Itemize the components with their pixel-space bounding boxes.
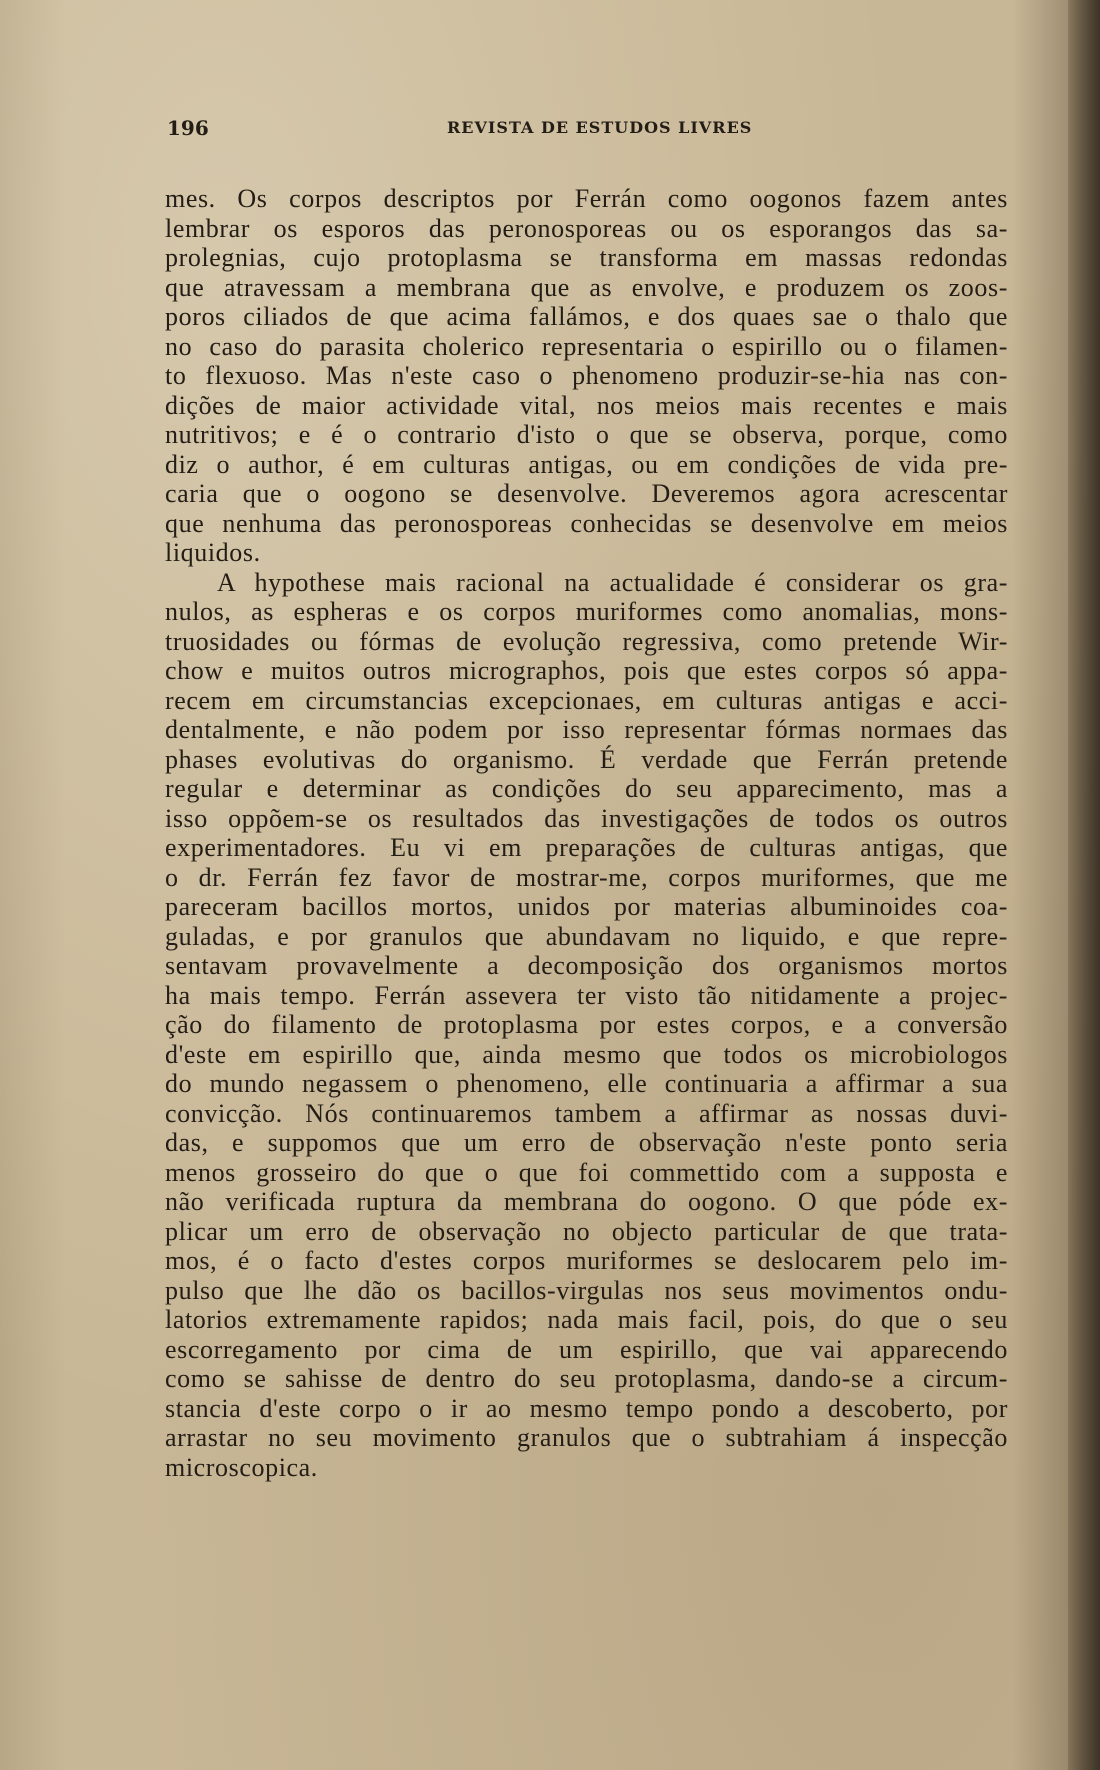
- text-line: convicção. Nós continuaremos tambem a affirmar as nossas duvi-: [165, 1098, 1008, 1128]
- text-line: recem em circumstancias excepcionaes, em culturas antigas e acci-: [165, 685, 1008, 715]
- text-line: mes. Os corpos descriptos por Ferrán como oogonos fazem antes: [165, 184, 1008, 213]
- text-line: prolegnias, cujo protoplasma se transforma em massas redondas: [165, 243, 1008, 272]
- text-line: lembrar os esporos das peronosporeas ou os esporangos das sa-: [165, 213, 1008, 243]
- text-line: plicar um erro de observação no objecto particular de que trata-: [165, 1216, 1008, 1246]
- text-line: das, e suppomos que um erro de observação n'este ponto seria: [165, 1128, 1008, 1157]
- text-line: liquidos.: [165, 538, 261, 567]
- running-head: REVISTA DE ESTUDOS LIVRES: [447, 118, 753, 137]
- text-line: chow e muitos outros micrographos, pois que estes corpos só appa-: [165, 656, 1008, 685]
- text-line: dições de maior actividade vital, nos meios mais recentes e mais: [165, 390, 1008, 420]
- text-line: latorios extremamente rapidos; nada mais facil, pois, do que o seu: [165, 1305, 1008, 1334]
- page-edge-shadow: [1068, 0, 1100, 1770]
- text-line: no caso do parasita cholerico representaria o espirillo ou o filamen-: [165, 331, 1008, 361]
- body-text: [165, 184, 1008, 1482]
- text-line: microscopica.: [165, 1452, 318, 1482]
- paragraph: [165, 568, 1008, 1483]
- text-line: guladas, e por granulos que abundavam no liquido, e que repre-: [165, 921, 1008, 951]
- page-header: [167, 116, 1012, 146]
- text-line: arrastar no seu movimento granulos que o subtrahiam á inspecção: [165, 1423, 1008, 1452]
- text-line: como se sahisse de dentro do seu protoplasma, dando-se a circum-: [165, 1364, 1008, 1393]
- text-line: pareceram bacillos mortos, unidos por materias albuminoides coa-: [165, 892, 1008, 921]
- text-line: nutritivos; e é o contrario d'isto o que se observa, porque, como: [165, 420, 1008, 449]
- text-line: poros ciliados de que acima fallámos, e dos quaes sae o thalo que: [165, 302, 1008, 331]
- text-line: d'este em espirillo que, ainda mesmo que todos os microbiologos: [165, 1039, 1008, 1069]
- text-line: sentavam provavelmente a decomposição dos organismos mortos: [165, 951, 1008, 980]
- text-line: experimentadores. Eu vi em preparações de culturas antigas, que: [165, 833, 1008, 862]
- text-line: mos, é o facto d'estes corpos muriformes se deslocarem pelo im-: [165, 1246, 1008, 1275]
- text-line: ha mais tempo. Ferrán assevera ter visto tão nitidamente a projec-: [165, 980, 1008, 1010]
- text-line: truosidades ou fórmas de evolução regressiva, como pretende Wir-: [165, 626, 1008, 656]
- text-line: phases evolutivas do organismo. É verdade que Ferrán pretende: [165, 744, 1008, 774]
- text-line: menos grosseiro do que o que foi commettido com a supposta e: [165, 1157, 1008, 1187]
- text-line: A hypothese mais racional na actualidade é considerar os gra-: [217, 567, 1008, 597]
- text-line: stancia d'este corpo o ir ao mesmo tempo pondo a descoberto, por: [165, 1393, 1008, 1423]
- text-line: o dr. Ferrán fez favor de mostrar-me, corpos muriformes, que me: [165, 862, 1008, 892]
- text-line: dentalmente, e não podem por isso representar fórmas normaes das: [165, 715, 1008, 744]
- text-line: que nenhuma das peronosporeas conhecidas se desenvolve em meios: [165, 508, 1008, 538]
- text-line: nulos, as espheras e os corpos muriformes como anomalias, mons-: [165, 597, 1008, 626]
- text-line: diz o author, é em culturas antigas, ou em condições de vida pre-: [165, 449, 1008, 479]
- text-line: escorregamento por cima de um espirillo, que vai apparecendo: [165, 1334, 1008, 1364]
- page-number: 196: [167, 116, 209, 140]
- text-line: isso oppõem-se os resultados das investigações de todos os outros: [165, 803, 1008, 833]
- text-line: do mundo negassem o phenomeno, elle continuaria a affirmar a sua: [165, 1069, 1008, 1098]
- text-line: ção do filamento de protoplasma por estes corpos, e a conversão: [165, 1010, 1008, 1039]
- text-line: regular e determinar as condições do seu apparecimento, mas a: [165, 774, 1008, 803]
- text-line: pulso que lhe dão os bacillos-virgulas nos seus movimentos ondu-: [165, 1275, 1008, 1305]
- text-line: to flexuoso. Mas n'este caso o phenomeno produzir-se-hia nas con-: [165, 361, 1008, 390]
- text-line: caria que o oogono se desenvolve. Deveremos agora acrescentar: [165, 479, 1008, 508]
- paragraph: [165, 184, 1008, 568]
- text-line: não verificada ruptura da membrana do oogono. O que póde ex-: [165, 1187, 1008, 1216]
- text-line: que atravessam a membrana que as envolve, e produzem os zoos-: [165, 272, 1008, 302]
